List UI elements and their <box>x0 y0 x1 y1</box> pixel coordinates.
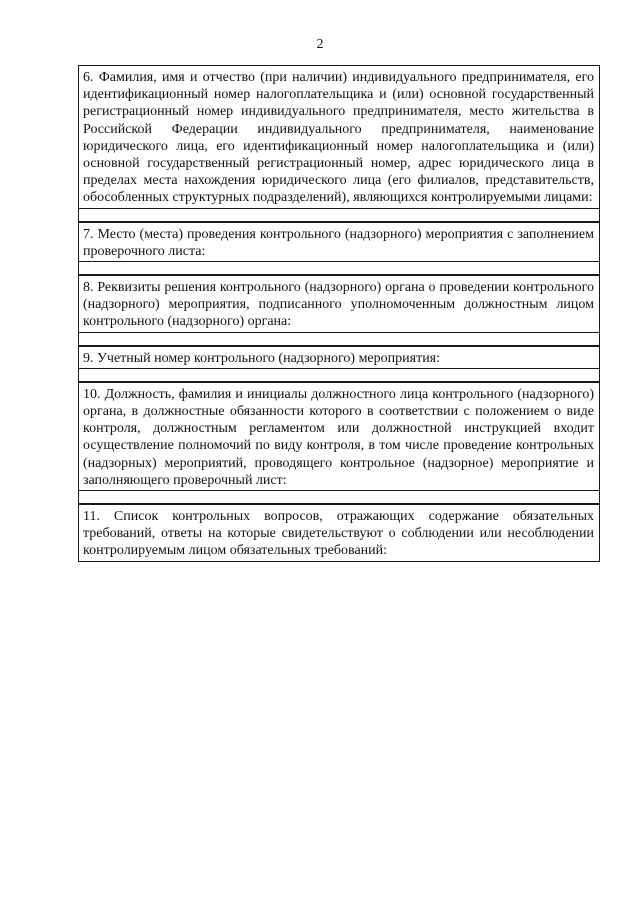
section-10-label: 10. Должность, фамилия и инициалы должностного лица контрольного (надзорного) органа, в должностные обязанности которого в соответствии с положением о виде контроля, должностным регламентом или должностной инструкцией входит осуществление полномочий по виду контроля, в том числе проведение контрольных (надзорных) мероприятий, проводящего контрольное (надзорное) мероприятие и заполняющего проверочный лист: <box>79 383 599 491</box>
section-10-answer-field[interactable] <box>79 491 599 504</box>
section-6-controlled-entity <box>78 65 600 222</box>
section-6-label: 6. Фамилия, имя и отчество (при наличии) индивидуального предпринимателя, его идентификационный номер налогоплательщика и (или) основной государственный регистрационный номер индивидуального предпринимателя, место жительства в Российской Федерации индивидуального предпринимателя, наименование юридического лица, его идентификационный номер налогоплательщика и (или) основной государственный регистрационный номер, адрес юридического лица в пределах места нахождения юридического лица (его филиалов, представительств, обособленных структурных подразделений), являющихся контролируемыми лицами: <box>79 66 599 209</box>
section-11-control-questions <box>78 504 600 562</box>
section-9-registration-number <box>78 346 600 382</box>
page-number: 2 <box>316 37 324 52</box>
section-7-location <box>78 222 600 275</box>
section-6-answer-field[interactable] <box>79 209 599 222</box>
section-7-label: 7. Место (места) проведения контрольного (надзорного) мероприятия с заполнением проверочного листа: <box>79 223 599 262</box>
section-10-official <box>78 382 600 504</box>
section-8-label: 8. Реквизиты решения контрольного (надзорного) органа о проведении контрольного (надзорного) мероприятия, подписанного уполномоченным должностным лицом контрольного (надзорного) органа: <box>79 276 599 333</box>
section-8-decision-details <box>78 275 600 346</box>
section-8-answer-field[interactable] <box>79 333 599 346</box>
section-11-label: 11. Список контрольных вопросов, отражающих содержание обязательных требований, ответы на которые свидетельствуют о соблюдении или несоблюдении контролируемым лицом обязательных требований: <box>83 509 594 559</box>
section-9-answer-field[interactable] <box>79 369 599 382</box>
checklist-form <box>78 65 600 562</box>
section-9-label: 9. Учетный номер контрольного (надзорного) мероприятия: <box>79 347 599 369</box>
section-7-answer-field[interactable] <box>79 262 599 275</box>
